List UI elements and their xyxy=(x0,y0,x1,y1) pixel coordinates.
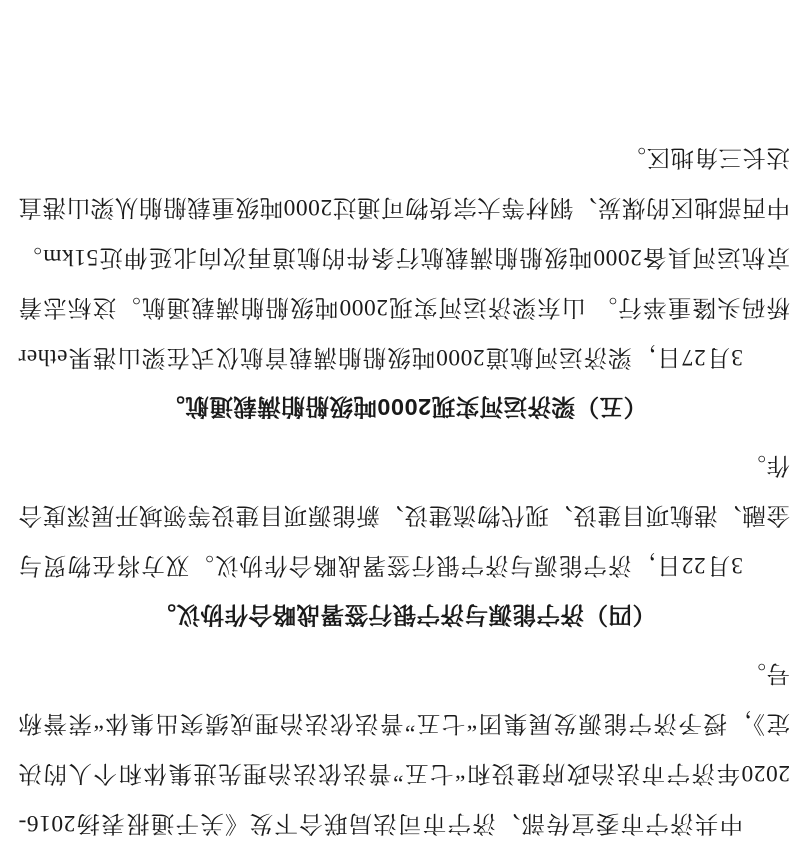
block-spacer xyxy=(18,640,790,648)
paragraph-notice: 中共济宁市委宣传部、济宁市司法局联合下发《关于通报表扬2016-2020年济宁市法治政府建设和“七五”普法依法治理先进集体和个人的决定》，授予济宁能源发展集团“七五”普法依法治理成绩突出集体“荣誉称号。 xyxy=(18,660,790,836)
paragraph-section-five-body: 3月27日，梁济运河航道2000吨级船舶满载首航仪式在梁山港果ether桥码头隆重举行。 山东梁济运河实现2000吨级船舶满载通航。这标志着京杭运河具备2000吨级船舶满载航行条件的航道再次向北延伸近51km。 中西部地区的煤炭、钢材等大宗货物可通过2000吨级重载船舶从梁山港直达长三角地区。 xyxy=(18,144,790,370)
heading-section-four: （四）济宁能源与济宁银行签署战略合作协议。 xyxy=(152,602,656,628)
heading-section-five: （五）梁济运河实现2000吨级船舶满载通航。 xyxy=(160,394,648,420)
paragraph-section-four-body: 3月22日，济宁能源与济宁银行签署战略合作协议。双方将在物贸与金融、港航项目建设、现代物流建设、新能源项目建设等领域开展深度合作。 xyxy=(18,452,790,578)
block-spacer xyxy=(18,432,790,440)
